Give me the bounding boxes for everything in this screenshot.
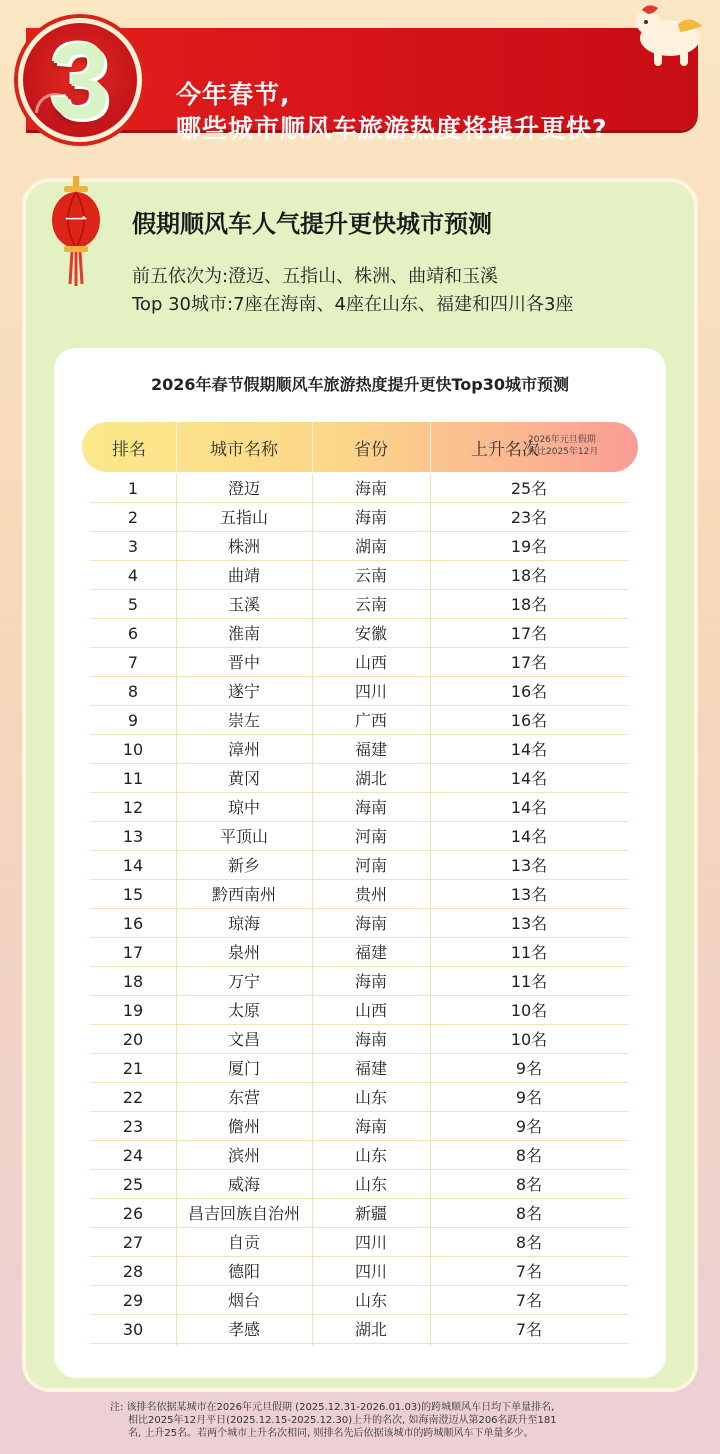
- city-cell: 遂宁: [227, 682, 260, 701]
- city-cell: 东营: [227, 1088, 260, 1107]
- table-row: [90, 561, 628, 590]
- header-province: 省份: [354, 439, 388, 460]
- rise-cell: 23名: [510, 508, 548, 527]
- province-cell: 云南: [354, 595, 387, 614]
- rise-cell: 9名: [515, 1088, 543, 1107]
- city-cell: 淮南: [227, 624, 260, 643]
- number-badge: [18, 18, 142, 142]
- rise-cell: 8名: [515, 1204, 543, 1223]
- rank-cell: 18: [122, 972, 144, 991]
- city-cell: 漳州: [227, 740, 260, 759]
- table-row: [90, 880, 628, 909]
- badge-number: 3: [49, 19, 111, 141]
- province-cell: 湖南: [354, 537, 387, 556]
- rank-cell: 29: [122, 1291, 144, 1310]
- city-cell: 新乡: [227, 856, 260, 875]
- table-row: [90, 996, 628, 1025]
- rank-cell: 5: [127, 595, 139, 614]
- province-cell: 福建: [354, 1059, 387, 1078]
- rise-cell: 16名: [510, 711, 548, 730]
- rank-cell: 3: [127, 537, 139, 556]
- table-row: [90, 1083, 628, 1112]
- table-title: 2026年春节假期顺风车旅游热度提升更快Top30城市预测: [150, 375, 570, 394]
- province-cell: 山东: [354, 1146, 387, 1165]
- rise-cell: 18名: [510, 566, 548, 585]
- rank-cell: 2: [127, 508, 139, 527]
- city-cell: 德阳: [227, 1262, 260, 1281]
- rise-cell: 11名: [510, 972, 548, 991]
- rise-cell: 10名: [510, 1030, 548, 1049]
- rank-cell: 21: [122, 1059, 144, 1078]
- province-cell: 海南: [354, 798, 387, 817]
- rise-cell: 8名: [515, 1146, 543, 1165]
- province-cell: 河南: [354, 827, 387, 846]
- rise-cell: 7名: [515, 1262, 543, 1281]
- rise-cell: 16名: [510, 682, 548, 701]
- rise-cell: 7名: [515, 1320, 543, 1339]
- rank-cell: 11: [122, 769, 144, 788]
- rank-cell: 12: [122, 798, 144, 817]
- city-cell: 晋中: [227, 653, 260, 672]
- table-row: [90, 503, 628, 532]
- province-cell: 海南: [354, 508, 387, 527]
- city-cell: 太原: [227, 1001, 260, 1020]
- header-city: 城市名称: [210, 439, 278, 460]
- city-cell: 曲靖: [227, 566, 260, 585]
- province-cell: 四川: [354, 682, 387, 701]
- header-note-line1: 2026年元旦假期: [528, 435, 596, 445]
- table-row: [90, 938, 628, 967]
- table-row: [90, 735, 628, 764]
- horse-mascot-icon: [618, 0, 710, 70]
- city-cell: 黔西南州: [211, 885, 276, 904]
- rise-cell: 13名: [510, 885, 548, 904]
- city-cell: 黄冈: [227, 769, 260, 788]
- section-summary-line2: Top 30城市:7座在海南、4座在山东、福建和四川各3座: [132, 294, 574, 315]
- city-cell: 自贡: [227, 1233, 260, 1252]
- rank-cell: 8: [127, 682, 139, 701]
- rise-cell: 18名: [510, 595, 548, 614]
- city-cell: 孝感: [227, 1320, 260, 1339]
- table-row: [90, 648, 628, 677]
- province-cell: 湖北: [354, 769, 387, 788]
- footnote-line3: 名, 上升25名。若两个城市上升名次相同, 则排名先后依据该城市的跨城顺风车下单量多少。: [128, 1428, 534, 1439]
- header-note: [528, 434, 598, 458]
- rank-cell: 25: [122, 1175, 144, 1194]
- rise-cell: 17名: [510, 624, 548, 643]
- rise-cell: 14名: [510, 769, 548, 788]
- table-row: [90, 793, 628, 822]
- header-rank: 排名: [112, 439, 146, 460]
- rise-cell: 8名: [515, 1233, 543, 1252]
- section-title: 假期顺风车人气提升更快城市预测: [132, 210, 492, 238]
- table-row: [90, 1228, 628, 1257]
- lantern-icon: [50, 176, 102, 288]
- province-cell: 山东: [354, 1088, 387, 1107]
- rank-cell: 17: [122, 943, 144, 962]
- footnote: [110, 1401, 630, 1440]
- table-row: [90, 851, 628, 880]
- rise-cell: 14名: [510, 827, 548, 846]
- table-row: [90, 590, 628, 619]
- table-row: [90, 1199, 628, 1228]
- city-cell: 昌吉回族自治州: [187, 1204, 300, 1223]
- province-cell: 四川: [354, 1233, 387, 1252]
- table-row: [90, 909, 628, 938]
- table-row: [90, 1257, 628, 1286]
- table-row: [90, 619, 628, 648]
- table-row: [90, 532, 628, 561]
- header-note-line2: 相比2025年12月: [528, 447, 599, 457]
- table-row: [90, 677, 628, 706]
- province-cell: 贵州: [354, 885, 387, 904]
- rank-cell: 9: [127, 711, 139, 730]
- city-cell: 泉州: [227, 943, 260, 962]
- rise-cell: 14名: [510, 740, 548, 759]
- province-cell: 云南: [354, 566, 387, 585]
- province-cell: 海南: [354, 479, 387, 498]
- rank-cell: 26: [122, 1204, 144, 1223]
- banner-title-line2: 哪些城市顺风车旅游热度将提升更快?: [176, 114, 608, 143]
- province-cell: 福建: [354, 740, 387, 759]
- rise-cell: 13名: [510, 856, 548, 875]
- province-cell: 安徽: [354, 624, 387, 643]
- city-cell: 澄迈: [227, 479, 260, 498]
- city-cell: 威海: [227, 1175, 260, 1194]
- table-row: [90, 1025, 628, 1054]
- province-cell: 山西: [354, 653, 387, 672]
- province-cell: 山西: [354, 1001, 387, 1020]
- city-cell: 琼海: [227, 914, 260, 933]
- table-row: [90, 706, 628, 735]
- province-cell: 海南: [354, 914, 387, 933]
- province-cell: 海南: [354, 1030, 387, 1049]
- rank-cell: 16: [122, 914, 144, 933]
- rise-cell: 7名: [515, 1291, 543, 1310]
- section-number: 一: [64, 208, 88, 233]
- city-cell: 株洲: [227, 537, 260, 556]
- province-cell: 河南: [354, 856, 387, 875]
- table-row: [90, 967, 628, 996]
- section-summary-line1: 前五依次为:澄迈、五指山、株洲、曲靖和玉溪: [132, 266, 499, 287]
- table-row: [90, 1141, 628, 1170]
- banner-title: [176, 78, 716, 146]
- rank-cell: 22: [122, 1088, 144, 1107]
- rank-cell: 24: [122, 1146, 144, 1165]
- city-cell: 五指山: [219, 508, 268, 527]
- footnote-line2: 相比2025年12月平日(2025.12.15-2025.12.30)上升的名次, 如海南澄迈从第206名跃升至181: [128, 1415, 557, 1426]
- table-row: [90, 1112, 628, 1141]
- rank-cell: 1: [127, 479, 139, 498]
- province-cell: 广西: [354, 711, 387, 730]
- rank-cell: 4: [127, 566, 139, 585]
- rise-cell: 25名: [510, 479, 548, 498]
- city-cell: 烟台: [227, 1291, 260, 1310]
- province-cell: 福建: [354, 943, 387, 962]
- rank-cell: 30: [122, 1320, 144, 1339]
- rank-cell: 19: [122, 1001, 144, 1020]
- rank-cell: 27: [122, 1233, 144, 1252]
- province-cell: 新疆: [354, 1204, 387, 1223]
- province-cell: 湖北: [354, 1320, 387, 1339]
- city-cell: 平顶山: [219, 827, 268, 846]
- rank-cell: 10: [122, 740, 144, 759]
- rise-cell: 14名: [510, 798, 548, 817]
- rise-cell: 19名: [510, 537, 548, 556]
- table-body: [90, 474, 628, 1344]
- table-row: [90, 822, 628, 851]
- rank-cell: 28: [122, 1262, 144, 1281]
- city-cell: 滨州: [227, 1146, 260, 1165]
- rise-cell: 8名: [515, 1175, 543, 1194]
- province-cell: 四川: [354, 1262, 387, 1281]
- province-cell: 海南: [354, 1117, 387, 1136]
- city-cell: 玉溪: [227, 595, 260, 614]
- rank-cell: 6: [127, 624, 139, 643]
- table-row: [90, 474, 628, 503]
- province-cell: 山东: [354, 1175, 387, 1194]
- rise-cell: 10名: [510, 1001, 548, 1020]
- city-cell: 文昌: [227, 1030, 260, 1049]
- footnote-line1: 注: 该排名依据某城市在2026年元旦假期 (2025.12.31-2026.01.03)的跨城顺风车日均下单量排名,: [110, 1402, 555, 1413]
- city-cell: 万宁: [227, 972, 260, 991]
- table-row: [90, 1170, 628, 1199]
- rise-cell: 11名: [510, 943, 548, 962]
- rank-cell: 23: [122, 1117, 144, 1136]
- table-header: [82, 422, 638, 472]
- rise-cell: 13名: [510, 914, 548, 933]
- city-cell: 崇左: [227, 711, 260, 730]
- rise-cell: 9名: [515, 1059, 543, 1078]
- header-rise: 上升名次: [471, 439, 539, 460]
- province-cell: 海南: [354, 972, 387, 991]
- city-cell: 儋州: [227, 1117, 260, 1136]
- rank-cell: 15: [122, 885, 144, 904]
- province-cell: 山东: [354, 1291, 387, 1310]
- rise-cell: 9名: [515, 1117, 543, 1136]
- rank-cell: 14: [122, 856, 144, 875]
- banner-title-line1: 今年春节,: [176, 80, 291, 109]
- rise-cell: 17名: [510, 653, 548, 672]
- table-row: [90, 1054, 628, 1083]
- city-cell: 琼中: [227, 798, 260, 817]
- table-row: [90, 1286, 628, 1315]
- rank-cell: 13: [122, 827, 144, 846]
- table-row: [90, 764, 628, 793]
- rank-cell: 7: [127, 653, 139, 672]
- table-row: [90, 1315, 628, 1344]
- city-cell: 厦门: [227, 1059, 260, 1078]
- rank-cell: 20: [122, 1030, 144, 1049]
